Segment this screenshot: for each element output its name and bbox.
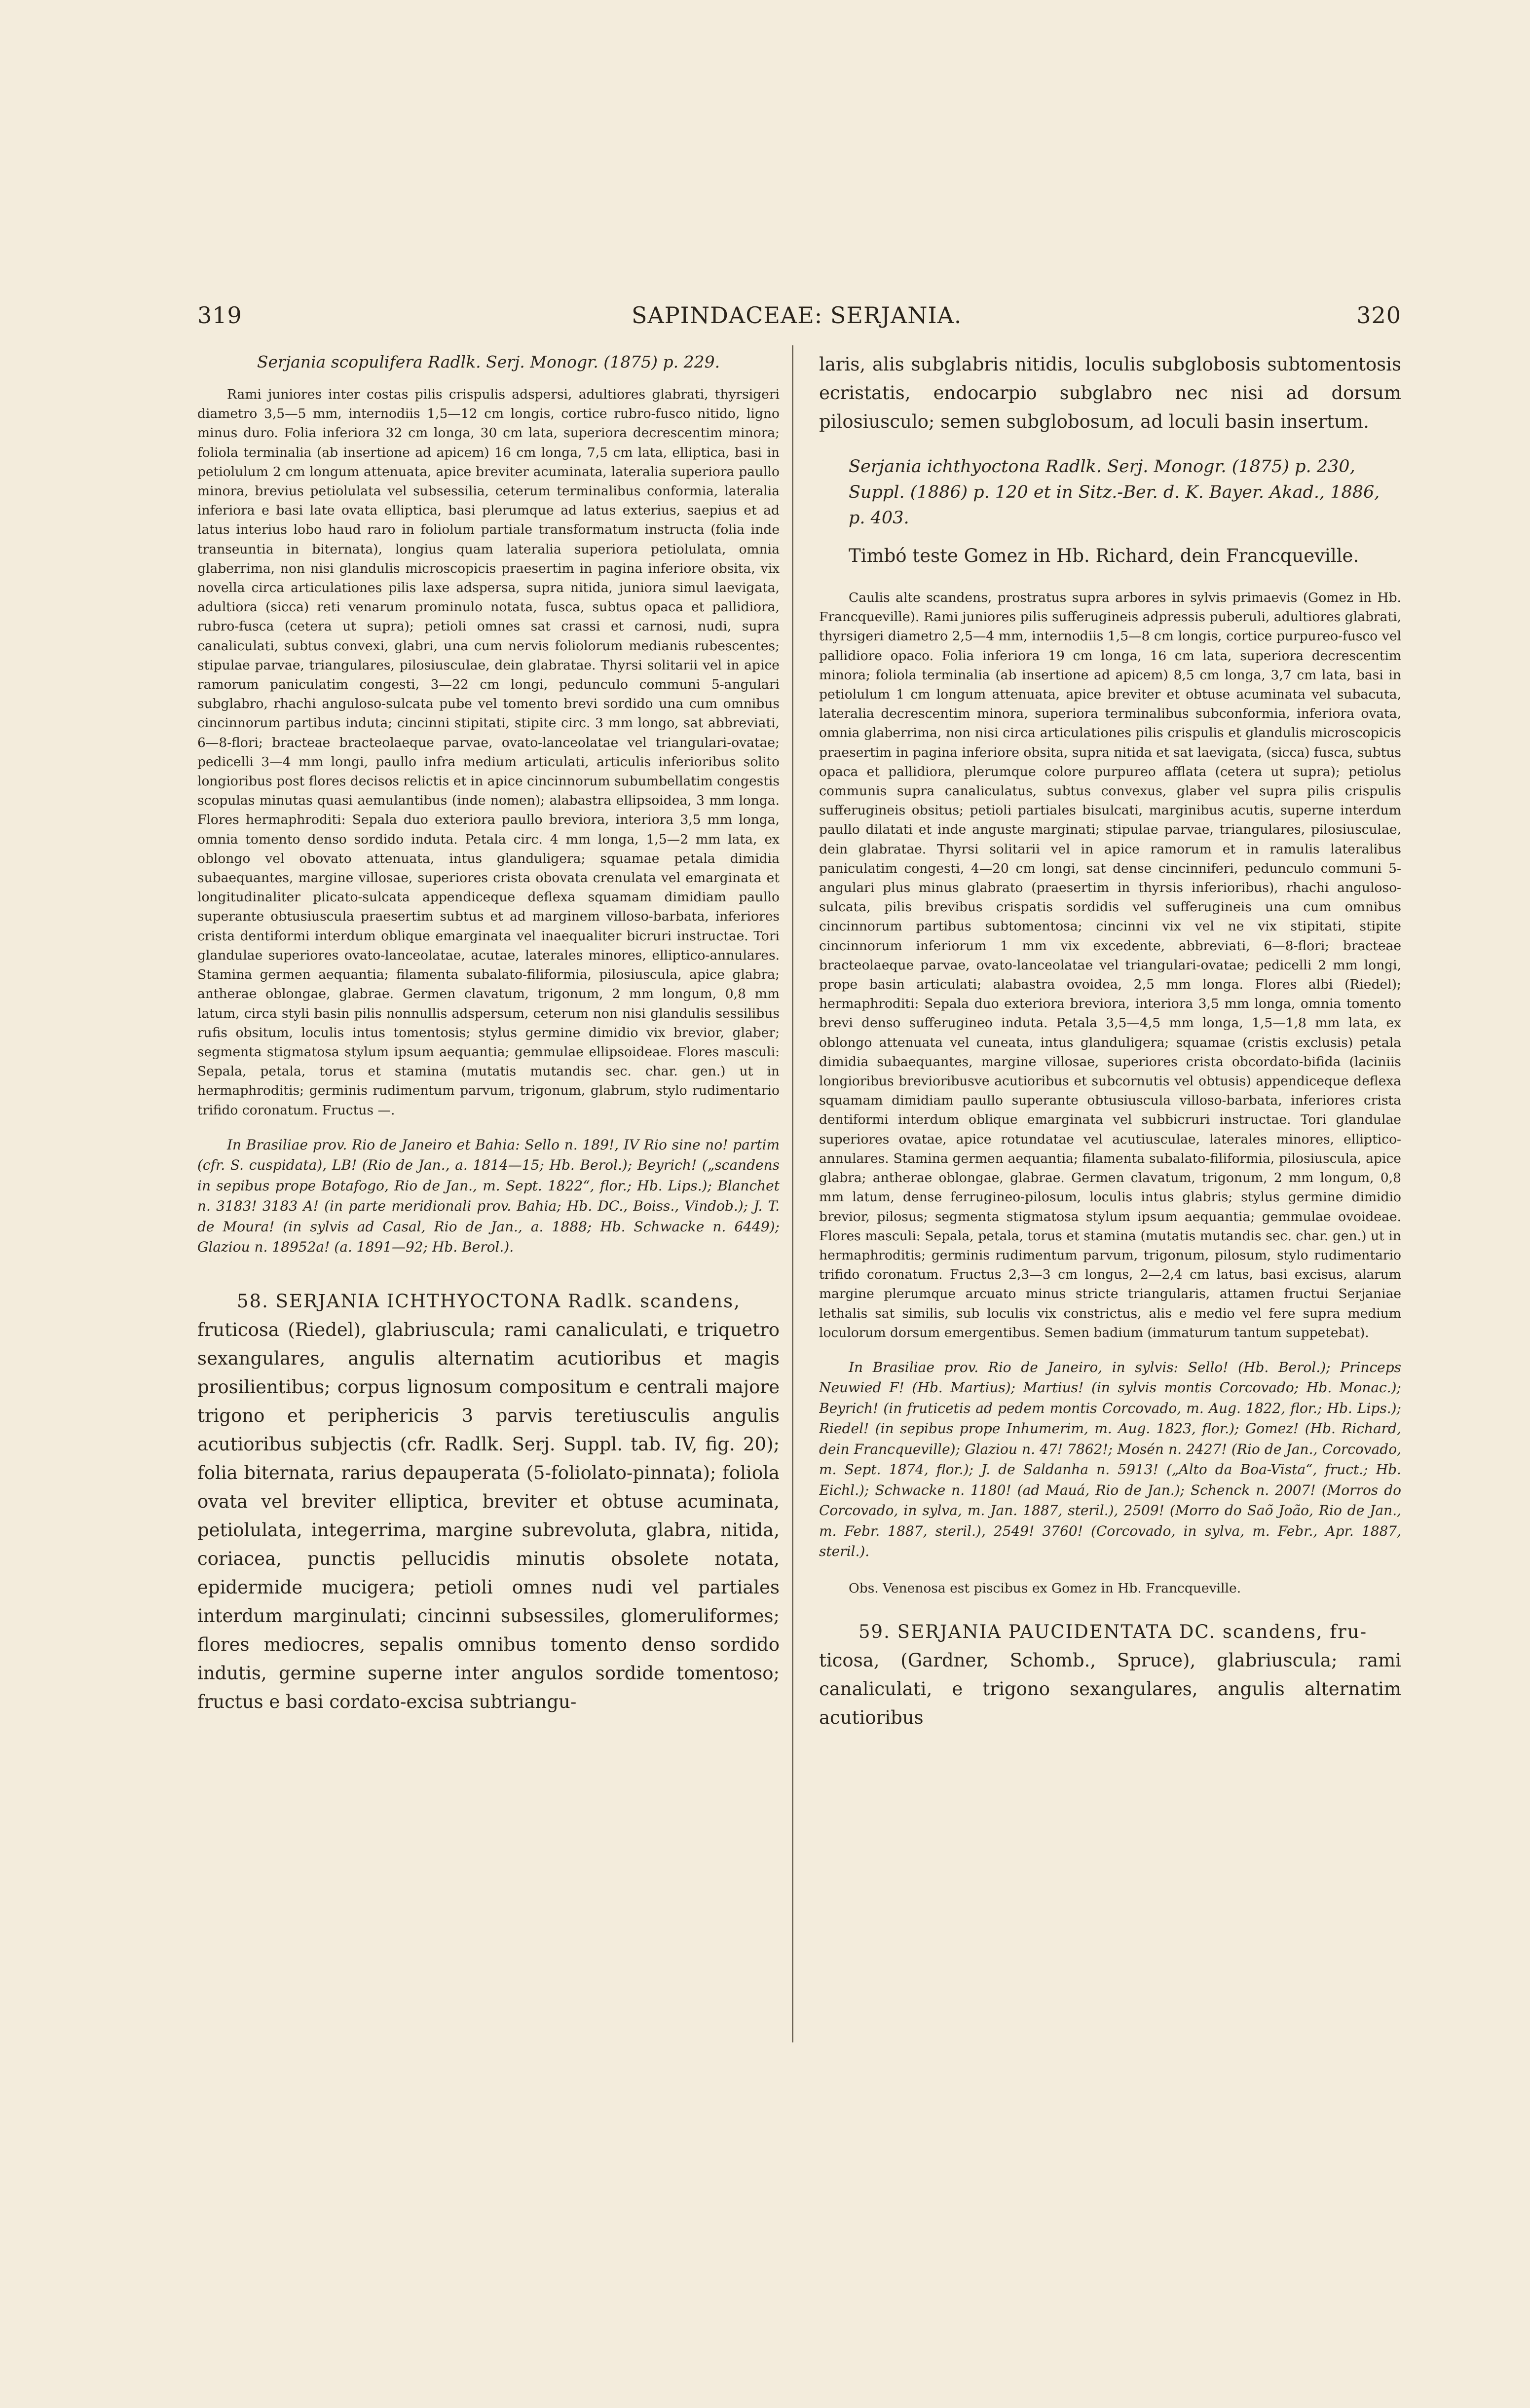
species57-description: Rami juniores inter costas pilis crispulis adspersi, adultiores glabrati, thyrsigeri diametro 3,5—5 mm, internodiis 1,5—12 cm longis, cortice rubro-fusco nitido, ligno minus duro. Folia inferiora 32 cm longa, 30 cm lata, superiora decrescentim minora; foliola terminalia (ab insertione ad apicem) 16 cm longa, 7,5 cm lata, elliptica, basi in petiolulum 2 cm longum attenuata, apice breviter acuminata, lateralia superiora paullo minora, brevius petiolulata vel subsessilia, ceterum terminalibus conformia, lateralia inferiora e basi late ovata elliptica, basi plerumque ad latus exterius, saepius et ad latus interius lobo haud raro in foliolum partiale transformatum instructa (folia inde transeuntia in biternata), longius quam lateralia superiora petiolulata, omnia glaberrima, non nisi glandulis microscopicis praesertim in pagina inferiore obsita, vix novella circa articulationes pilis laxe adspersa, supra nitida, juniora simul laevigata, adultiora (sicca) reti venarum prominulo notata, fusca, subtus opaca et pallidiora, rubro-fusca (cetera ut supra); petioli omnes sat crassi et carnosi, nudi, supra canaliculati, subtus convexi, glabri, una cum nervis foliolorum medianis rubescentes; stipulae parvae, triangulares, pilosiusculae, dein glabratae. Thyrsi solitarii vel in apice ramorum paniculatim congesti, 3—22 cm longi, pedunculo communi 5-angulari subglabro, rhachi anguloso-sulcata pube vel tomento brevi sordido una cum omnibus cincinnorum partibus induta; cincinni stipitati, stipite circ. 3 mm longo, sat abbreviati, 6—8-flori; bracteae bracteolaeque parvae, ovato-lanceolatae vel triangulari-ovatae; pedicelli 3—4 mm longi, paullo infra medium articulati, articulis inferioribus solito longioribus post flores decisos relictis et in apice cincinnorum subumbellatim congestis scopulas minutas quasi aemulantibus (inde nomen); alabastra ellipsoidea, 3 mm longa. Flores hermaphroditi: Sepala duo exteriora paullo breviora, interiora 3,5 mm longa, omnia tomento denso sordido induta. Petala circ. 4 mm longa, 1,5—2 mm lata, ex oblongo vel obovato attenuata, intus glanduligera; squamae petala dimidia subaequantes, margine villosae, superiores crista obovata crenulata vel emarginata et longitudinaliter plicato-sulcata appendiceque deflexa squamam dimidiam paullo superante obtusiuscula praesertim subtus et ad marginem villoso-barbata, inferiores crista dentiformi interdum oblique emarginata vel inaequaliter bicruri instructae. Tori glandulae superiores ovato-lanceolatae, acutae, laterales minores, elliptico-annulares. Stamina germen aequantia; filamenta subalato-filiformia, pilosiuscula, apice glabra; antherae oblongae, glabrae. Germen clavatum, trigonum, 2 mm longum, 0,8 mm latum, circa styli basin pilis nonnullis adspersum, ceterum non nisi glandulis sessilibus rufis obsitum, loculis intus tomentosis; stylus germine dimidio vix brevior, glaber; segmenta stigmatosa stylum ipsum aequantia; gemmulae ellipsoideae. Flores masculi: Sepala, petala, torus et stamina (mutatis mutandis sec. char. gen.) ut in hermaphroditis; germinis rudimentum parvum, trigonum, glabrum, stylo rudimentario trifido coronatum. Fructus —.	[197, 387, 780, 1118]
species59-title-text: 59. SERJANIA PAUCIDENTATA DC. scandens, fru-	[858, 1621, 1368, 1643]
species58-title	[197, 1287, 780, 1316]
species58-diagnosis: fruticosa (Riedel), glabriuscula; rami canaliculati, e triquetro sexangulares, angulis alternatim acutioribus et magis prosilientibus; corpus lignosum compositum e centrali majore trigono et periphericis 3 parvis teretiusculis angulis acutioribus subjectis (cfr. Radlk. Serj. Suppl. tab. IV, fig. 20); folia biternata, rarius depauperata (5-foliolato-pinnata); foliola ovata vel breviter elliptica, breviter et obtuse acuminata, petiolulata, integerrima, margine subrevoluta, glabra, nitida, coriacea, punctis pellucidis minutis obsolete notata, epidermide mucigera; petioli omnes nudi vel partiales interdum marginulati; cincinni subsessiles, glomeruliformes; flores mediocres, sepalis omnibus tomento denso sordido indutis, germine superne inter angulos sordide tomentoso; fructus e basi cordato-excisa subtriangu-	[197, 1319, 780, 1712]
column-divider	[792, 345, 793, 2042]
species57-localities: In Brasiliae prov. Rio de Janeiro et Bahia: Sello n. 189!, IV Rio sine no! partim (cfr. S. cuspidata), LB! (Rio de Jan., a. 1814—15; Hb. Berol.); Beyrich! („scandens in sepibus prope Botafogo, Rio de Jan., m. Sept. 1822“, flor.; Hb. Lips.); Blanchet n. 3183! 3183 A! (in parte meridionali prov. Bahia; Hb. DC., Boiss., Vindob.); J. T. de Moura! (in sylvis ad Casal, Rio de Jan., a. 1888; Hb. Schwacke n. 6449); Glaziou n. 18952a! (a. 1891—92; Hb. Berol.).	[197, 1136, 780, 1256]
species58-diagnosis-continued: laris, alis subglabris nitidis, loculis subglobosis subtomentosis ecristatis, endocarpio subglabro nec nisi ad dorsum pilosiusculo; semen subglobosum, ad loculi basin insertum.	[819, 354, 1401, 432]
right-column	[819, 350, 1401, 2038]
species58-localities: In Brasiliae prov. Rio de Janeiro, in sylvis: Sello! (Hb. Berol.); Princeps Neuwied F! (Hb. Martius); Martius! (in sylvis montis Corcovado; Hb. Monac.); Beyrich! (in fruticetis ad pedem montis Corcovado, m. Aug. 1822, flor.; Hb. Lips.); Riedel! (in sepibus prope Inhumerim, m. Aug. 1823, flor.); Gomez! (Hb. Richard, dein Francqueville); Glaziou n. 47! 7862!; Mosén n. 2427! (Rio de Jan., Corcovado, m. Sept. 1874, flor.); J. de Saldanha n. 5913! („Alto da Boa-Vista“, fruct.; Hb. Eichl.); Schwacke n. 1180! (ad Mauá, Rio de Jan.); Schenck n. 2007! (Morros do Corcovado, in sylva, m. Jan. 1887, steril.), 2509! (Morro do Saõ João, Rio de Jan., m. Febr. 1887, steril.), 2549! 3760! (Corcovado, in sylva, m. Febr., Apr. 1887, steril.).	[819, 1359, 1401, 1560]
species58-observation: Obs. Venenosa est piscibus ex Gomez in Hb. Francqueville.	[849, 1580, 1241, 1596]
left-column	[197, 350, 780, 2038]
species59-title	[819, 1618, 1401, 1646]
species58-title-text: 58. SERJANIA ICHTHYOCTONA Radlk. scandens,	[237, 1290, 741, 1312]
species59-diagnosis: ticosa, (Gardner, Schomb., Spruce), glabriuscula; rami canaliculati, e trigono sexangulares, angulis alternatim acutioribus	[819, 1650, 1401, 1729]
page-number-right: 320	[1356, 302, 1401, 329]
running-title: SAPINDACEAE: SERJANIA.	[632, 302, 962, 329]
species57-reference: Serjania scopulifera Radlk. Serj. Monogr. (1875) p. 229.	[257, 352, 720, 371]
page-number-left: 319	[197, 302, 242, 329]
species58-vernacular: Timbó teste Gomez in Hb. Richard, dein Francqueville.	[849, 545, 1359, 566]
species58-description: Caulis alte scandens, prostratus supra arbores in sylvis primaevis (Gomez in Hb. Francqueville). Rami juniores pilis sufferugineis adpressis puberuli, adultiores glabrati, thyrsigeri diametro 2,5—4 mm, internodiis 1,5—8 cm longis, cortice purpureo-fusco vel pallidiore opaco. Folia inferiora 19 cm longa, 16 cm lata, superiora decrescentim minora; foliola terminalia (ab insertione ad apicem) 8,5 cm longa, 3,7 cm lata, basi in petiolulum 1 cm longum attenuata, apice breviter et obtuse acuminata vel subacuta, lateralia decrescentim minora, superiora terminalibus subconformia, inferiora ovata, omnia glaberrima, non nisi circa articulationes pilis crispulis et glandulis microscopicis praesertim in pagina inferiore obsita, supra nitida et sat laevigata, (sicca) fusca, subtus opaca et pallidiora, plerumque colore purpureo afflata (cetera ut supra); petiolus communis supra canaliculatus, subtus convexus, glaber vel supra pilis crispulis sufferugineis obsitus; petioli partiales bisulcati, marginibus acutis, superne interdum paullo dilatati et inde anguste marginati; stipulae parvae, triangulares, pilosiusculae, dein glabratae. Thyrsi solitarii vel in apice ramorum et in ramulis lateralibus paniculatim congesti, 4—20 cm longi, sat dense cincinniferi, pedunculo communi 5-angulari plus minus glabrato (praesertim in thyrsis inferioribus), rhachi anguloso-sulcata, pilis brevibus crispatis sordidis vel sufferugineis una cum omnibus cincinnorum partibus subtomentosa; cincinni vix vel ne vix stipitati, stipite cincinnorum inferiorum 1 mm vix excedente, abbreviati, 6—8-flori; bracteae bracteolaeque parvae, ovato-lanceolatae vel triangulari-ovatae; pedicelli 2 mm longi, prope basin articulati; alabastra ovoidea, 2,5 mm longa. Flores albi (Riedel); hermaphroditi: Sepala duo exteriora breviora, interiora 3,5 mm longa, omnia tomento brevi denso sufferugineo induta. Petala 3,5—4,5 mm longa, 1,5—1,8 mm lata, ex oblongo attenuata vel cuneata, intus glanduligera; squamae (cristis exclusis) petala dimidia subaequantes, margine villosae, superiores crista obcordato-bifida (laciniis longioribus brevioribusve acutioribus et subcornutis vel obtusis) appendiceque deflexa squamam dimidiam paullo superante obtusiuscula villoso-barbata, inferiores crista dentiformi interdum oblique emarginata vel subbicruri instructae. Tori glandulae superiores ovatae, apice rotundatae vel acutiusculae, laterales minores, elliptico-annulares. Stamina germen aequantia; filamenta subalato-filiformia, pilosiuscula, apice glabra; antherae oblongae, glabrae. Germen clavatum, trigonum, 2 mm longum, 0,8 mm latum, dense ferrugineo-pilosum, loculis intus glabris; stylus germine dimidio brevior, pilosus; segmenta stigmatosa stylum ipsum aequantia; gemmulae ovoideae. Flores masculi: Sepala, petala, torus et stamina (mutatis mutandis sec. char. gen.) ut in hermaphroditis; germinis rudimentum parvum, trigonum, pilosum, stylo rudimentario trifido coronatum. Fructus 2,3—3 cm longus, 2—2,4 cm latus, basi excisus, alarum margine plerumque arcuato minus stricte triangularis, attamen fructui Serjaniae lethalis sat similis, sub loculis vix constrictus, alis e medio vel fere supra medium loculorum dorsum emergentibus. Semen badium (immaturum tantum suppetebat).	[819, 590, 1401, 1340]
species58-reference: Serjania ichthyoctona Radlk. Serj. Monogr. (1875) p. 230, Suppl. (1886) p. 120 et in Sitz.-Ber. d. K. Bayer. Akad., 1886, p. 403.	[849, 457, 1380, 528]
page-header	[187, 302, 1401, 336]
